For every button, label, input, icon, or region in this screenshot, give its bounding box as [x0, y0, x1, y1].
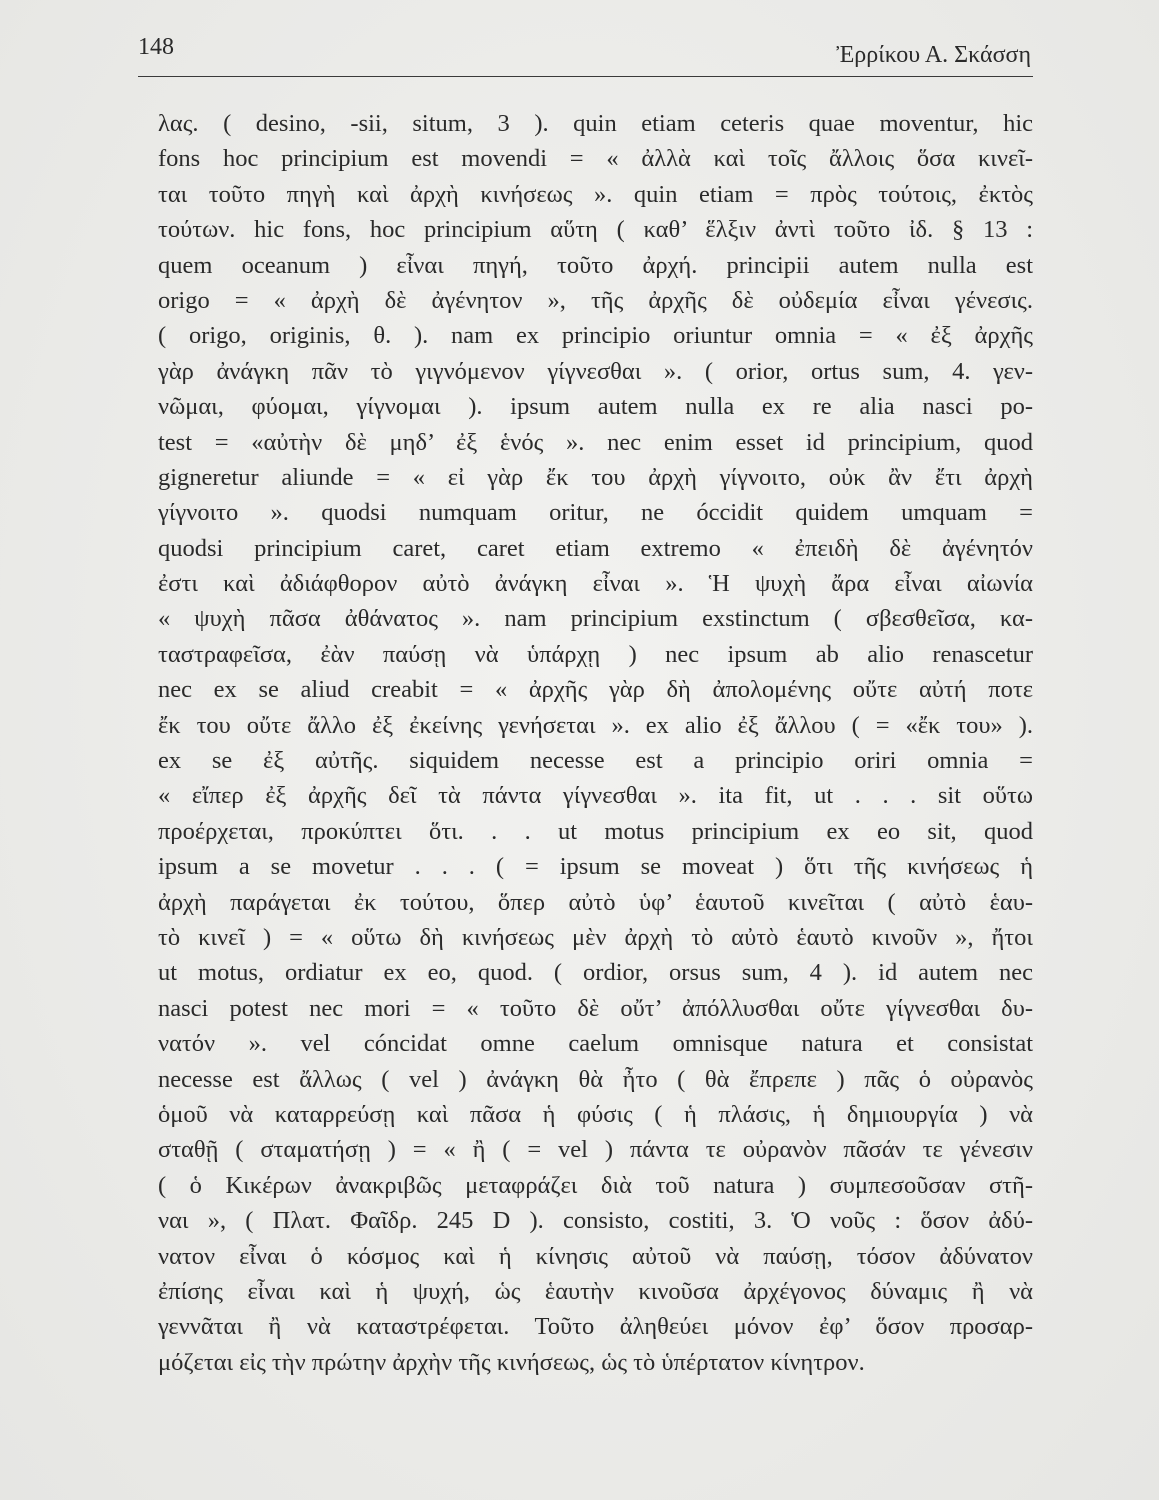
text-line: ὁμοῦ νὰ καταρρεύσῃ καὶ πᾶσα ἡ φύσις ( ἡ πλάσις, ἡ δημιουργία ) νὰ — [158, 1100, 1033, 1128]
text-line: ( ὁ Κικέρων ἀνακριβῶς μεταφράζει διὰ τοῦ natura ) συμπεσοῦσαν στῆ- — [158, 1171, 1033, 1199]
text-line: προέρχεται, προκύπτει ὅτι. . . ut motus principium ex eo sit, quod — [158, 817, 1033, 845]
text-line: τὸ κινεῖ ) = « οὕτω δὴ κινήσεως μὲν ἀρχὴ τὸ αὐτὸ ἑαυτὸ κινοῦν », ἤτοι — [158, 923, 1033, 951]
running-head: Ἐρρίκου Α. Σκάσση — [836, 42, 1031, 68]
text-line: ἔκ του οὔτε ἄλλο ἐξ ἐκείνης γενήσεται ». ex alio ἐξ ἄλλου ( = «ἔκ του» ). — [158, 711, 1033, 739]
text-line: fons hoc principium est movendi = « ἀλλὰ καὶ τοῖς ἄλλοις ὅσα κινεῖ- — [158, 145, 1033, 173]
text-line: gigneretur aliunde = « εἰ γὰρ ἔκ του ἀρχὴ γίγνοιτο, οὐκ ἂν ἔτι ἀρχὴ — [158, 463, 1033, 491]
text-line: γεννᾶται ἢ νὰ καταστρέφεται. Τοῦτο ἀληθεύει μόνον ἐφ’ ὅσον προσαρ- — [158, 1313, 1033, 1341]
text-line: μόζεται εἰς τὴν πρώτην ἀρχὴν τῆς κινήσεως, ὡς τὸ ὑπέρτατον κίνητρον. — [158, 1348, 865, 1376]
text-line: γὰρ ἀνάγκη πᾶν τὸ γιγνόμενον γίγνεσθαι ». ( orior, ortus sum, 4. γεν- — [158, 357, 1033, 385]
text-line: ἐστι καὶ ἀδιάφθορον αὐτὸ ἀνάγκη εἶναι ». Ἡ ψυχὴ ἄρα εἶναι αἰωνία — [158, 570, 1033, 598]
text-line: νατόν ». vel cóncidat omne caelum omnisque natura et consistat — [158, 1030, 1033, 1058]
text-line: σταθῇ ( σταματήσῃ ) = « ἢ ( = vel ) πάντα τε οὐρανὸν πᾶσάν τε γένεσιν — [158, 1136, 1033, 1164]
text-line: ἀρχὴ παράγεται ἐκ τούτου, ὅπερ αὐτὸ ὑφ’ ἑαυτοῦ κινεῖται ( αὐτὸ ἑαυ- — [158, 888, 1033, 916]
text-line: ex se ἐξ αὐτῆς. siquidem necesse est a principio oriri omnia = — [158, 747, 1033, 775]
text-line: ναι », ( Πλατ. Φαῖδρ. 245 D ). consisto, costiti, 3. Ὁ νοῦς : ὅσον ἀδύ- — [158, 1207, 1033, 1235]
text-line: ταστραφεῖσα, ἐὰν παύσῃ νὰ ὑπάρχῃ ) nec ipsum ab alio renascetur — [158, 640, 1033, 668]
text-line: nasci potest nec mori = « τοῦτο δὲ οὔτ’ ἀπόλλυσθαι οὔτε γίγνεσθαι δυ- — [158, 994, 1033, 1022]
text-line: « ψυχὴ πᾶσα ἀθάνατος ». nam principium exstinctum ( σβεσθεῖσα, κα- — [158, 605, 1033, 633]
page-number: 148 — [138, 34, 174, 60]
text-line: nec ex se aliud creabit = « ἀρχῆς γὰρ δὴ ἀπολομένης οὔτε αὐτή ποτε — [158, 676, 1033, 704]
text-line: necesse est ἄλλως ( vel ) ἀνάγκη θὰ ἦτο ( θὰ ἔπρεπε ) πᾶς ὁ οὐρανὸς — [158, 1065, 1033, 1093]
text-line: ut motus, ordiatur ex eo, quod. ( ordior, orsus sum, 4 ). id autem nec — [158, 959, 1033, 987]
text-line: νῶμαι, φύομαι, γίγνομαι ). ipsum autem nulla ex re alia nasci po- — [158, 393, 1033, 421]
text-line: « εἴπερ ἐξ ἀρχῆς δεῖ τὰ πάντα γίγνεσθαι ». ita fit, ut . . . sit οὕτω — [158, 782, 1033, 810]
text-line: τούτων. hic fons, hoc principium αὕτη ( καθ’ ἕλξιν ἀντὶ τοῦτο ἰδ. § 13 : — [158, 216, 1033, 244]
text-line: γίγνοιτο ». quodsi numquam oritur, ne óccidit quidem umquam = — [158, 499, 1033, 527]
text-line: quem oceanum ) εἶναι πηγή, τοῦτο ἀρχή. principii autem nulla est — [158, 251, 1033, 279]
text-line: ipsum a se movetur . . . ( = ipsum se moveat ) ὅτι τῆς κινήσεως ἡ — [158, 853, 1033, 881]
text-line: νατον εἶναι ὁ κόσμος καὶ ἡ κίνησις αὐτοῦ νὰ παύσῃ, τόσον ἀδύνατον — [158, 1242, 1033, 1270]
text-line: λας. ( desino, -sii, situm, 3 ). quin etiam ceteris quae moventur, hic — [158, 110, 1033, 137]
commentary-text — [158, 106, 1033, 1380]
text-line: ( origo, originis, θ. ). nam ex principio oriuntur omnia = « ἐξ ἀρχῆς — [158, 322, 1033, 350]
text-line: test = «αὐτὴν δὲ μηδ’ ἐξ ἑνός ». nec enim esset id principium, quod — [158, 428, 1033, 456]
page-header — [138, 30, 1033, 77]
text-line: origo = « ἀρχὴ δὲ ἀγένητον », τῆς ἀρχῆς δὲ οὐδεμία εἶναι γένεσις. — [158, 286, 1033, 314]
text-line: ται τοῦτο πηγὴ καὶ ἀρχὴ κινήσεως ». quin etiam = πρὸς τούτοις, ἐκτὸς — [158, 180, 1033, 208]
text-line: quodsi principium caret, caret etiam extremo « ἐπειδὴ δὲ ἀγένητόν — [158, 534, 1033, 562]
text-line: ἐπίσης εἶναι καὶ ἡ ψυχή, ὡς ἑαυτὴν κινοῦσα ἀρχέγονος δύναμις ἢ νὰ — [158, 1277, 1033, 1305]
